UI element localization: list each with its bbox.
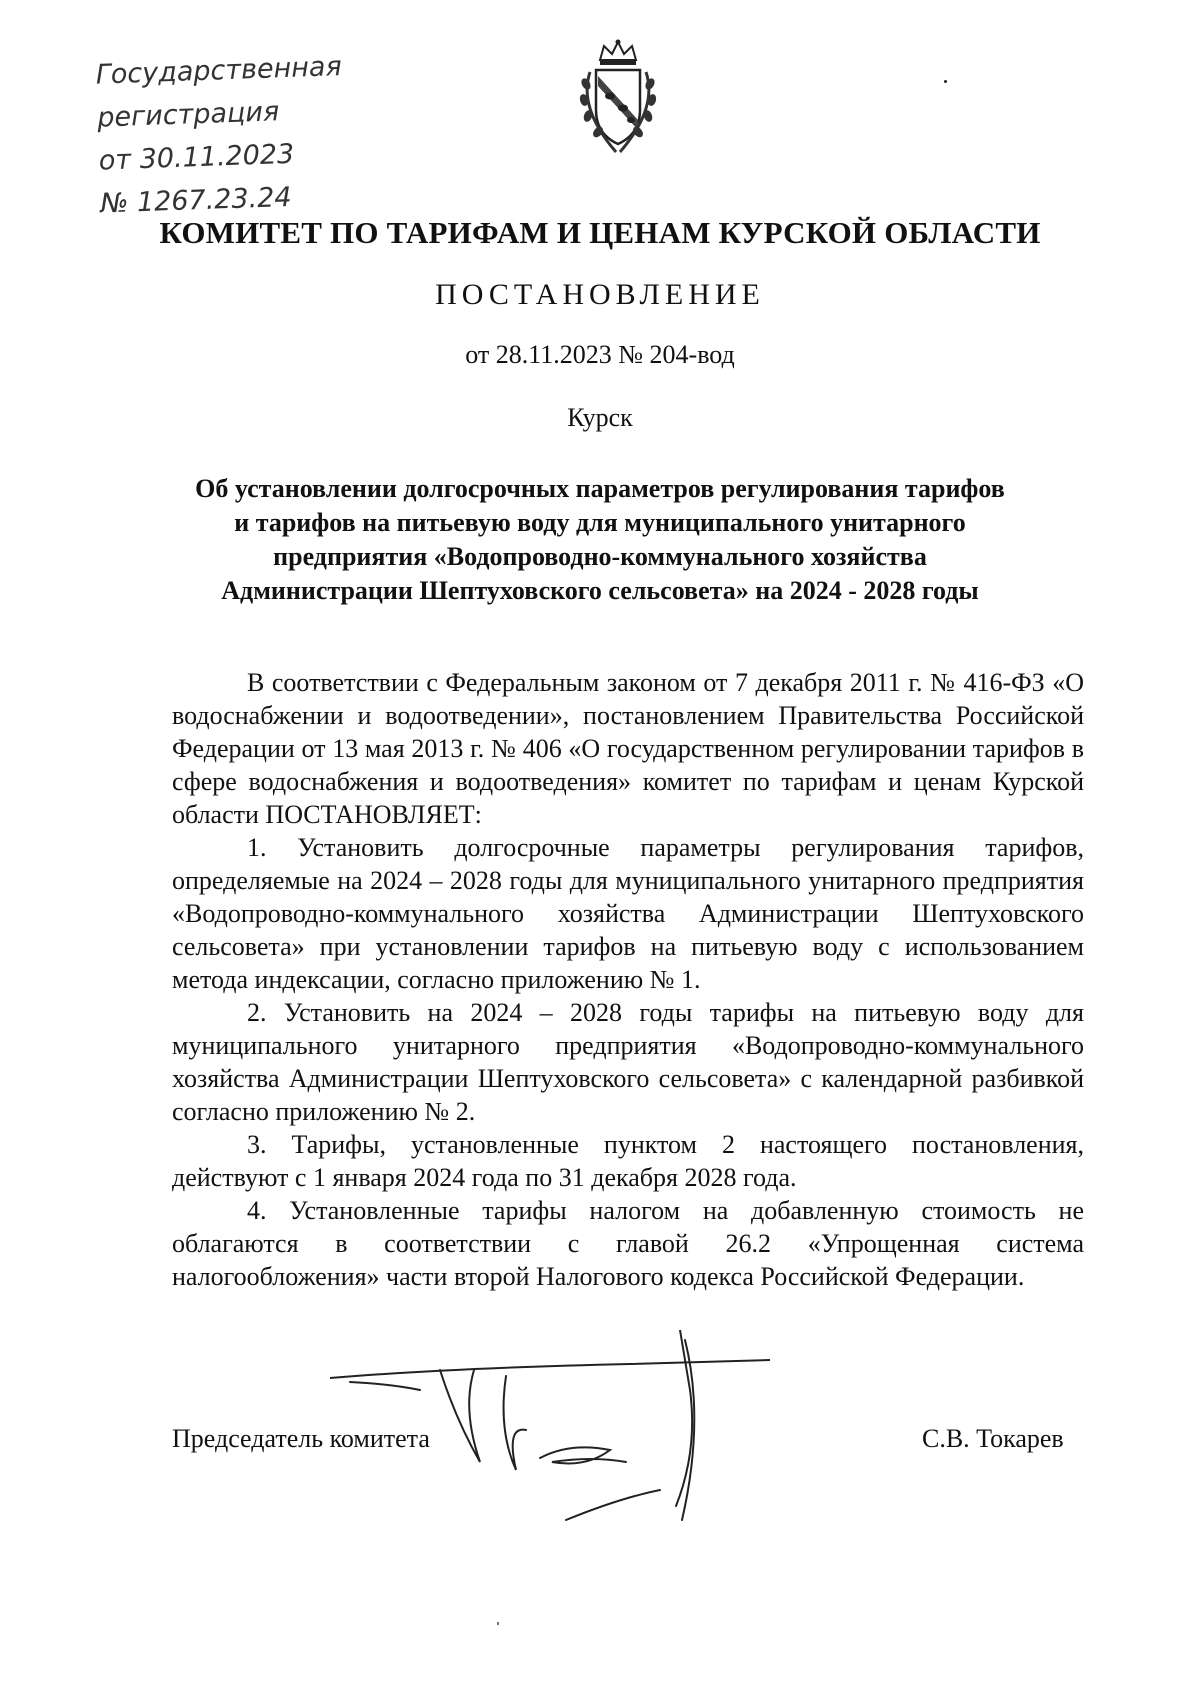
note-line: № 1267.23.24 bbox=[99, 181, 293, 220]
scan-speck bbox=[497, 1622, 499, 1625]
title-line: и тарифов на питьевую воду для муниципального унитарного bbox=[234, 508, 966, 537]
document-city: Курск bbox=[567, 403, 633, 432]
document-title bbox=[0, 472, 1200, 608]
document-type: ПОСТАНОВЛЕНИЕ bbox=[435, 278, 765, 311]
document-number: от 28.11.2023 № 204-вод bbox=[465, 340, 735, 369]
clause-1: 1. Установить долгосрочные параметры регулирования тарифов, определяемые на 2024 – 2028 годы для муниципального унитарного предприятия «Водопроводно-коммунального хозяйства Администрации Шептуховского сельсовета» при установлении тарифов на питьевую воду с использованием метода индексации, согласно приложению № 1. bbox=[172, 833, 1084, 994]
signatory-position: Председатель комитета bbox=[172, 1424, 430, 1453]
kursk-coat-of-arms-icon bbox=[568, 38, 668, 158]
document-body bbox=[172, 666, 1084, 1293]
organization-name: КОМИТЕТ ПО ТАРИФАМ И ЦЕНАМ КУРСКОЙ ОБЛАСТИ bbox=[159, 215, 1041, 250]
clause-3: 3. Тарифы, установленные пунктом 2 настоящего постановления, действуют с 1 января 2024 года по 31 декабря 2028 года. bbox=[172, 1130, 1084, 1192]
title-line: Администрации Шептуховского сельсовета» на 2024 - 2028 годы bbox=[221, 576, 979, 605]
note-line: регистрация bbox=[96, 96, 280, 134]
signatory-name: С.В. Токарев bbox=[922, 1424, 1064, 1453]
clause-2: 2. Установить на 2024 – 2028 годы тарифы на питьевую воду для муниципального унитарного предприятия «Водопроводно-коммунального хозяйства Администрации Шептуховского сельсовета» с календарной разбивкой согласно приложению № 2. bbox=[172, 998, 1084, 1126]
title-line: предприятия «Водопроводно-коммунального хозяйства bbox=[273, 542, 927, 571]
title-line: Об установлении долгосрочных параметров регулирования тарифов bbox=[195, 474, 1005, 503]
note-line: Государственная bbox=[95, 51, 343, 91]
scan-speck bbox=[944, 80, 947, 83]
registration-handwritten-note bbox=[95, 42, 421, 225]
note-line: от 30.11.2023 bbox=[98, 138, 295, 177]
clause-4: 4. Установленные тарифы налогом на добавленную стоимость не облагаются в соответствии с главой 26.2 «Упрощенная система налогообложения» части второй Налогового кодекса Российской Федерации. bbox=[172, 1196, 1084, 1291]
preamble-paragraph: В соответствии с Федеральным законом от 7 декабря 2011 г. № 416-ФЗ «О водоснабжении и водоотведении», постановлением Правительства Российской Федерации от 13 мая 2013 г. № 406 «О государственном регулировании тарифов в сфере водоснабжения и водоотведения» комитет по тарифам и ценам Курской области ПОСТАНОВЛЯЕТ: bbox=[172, 668, 1084, 829]
